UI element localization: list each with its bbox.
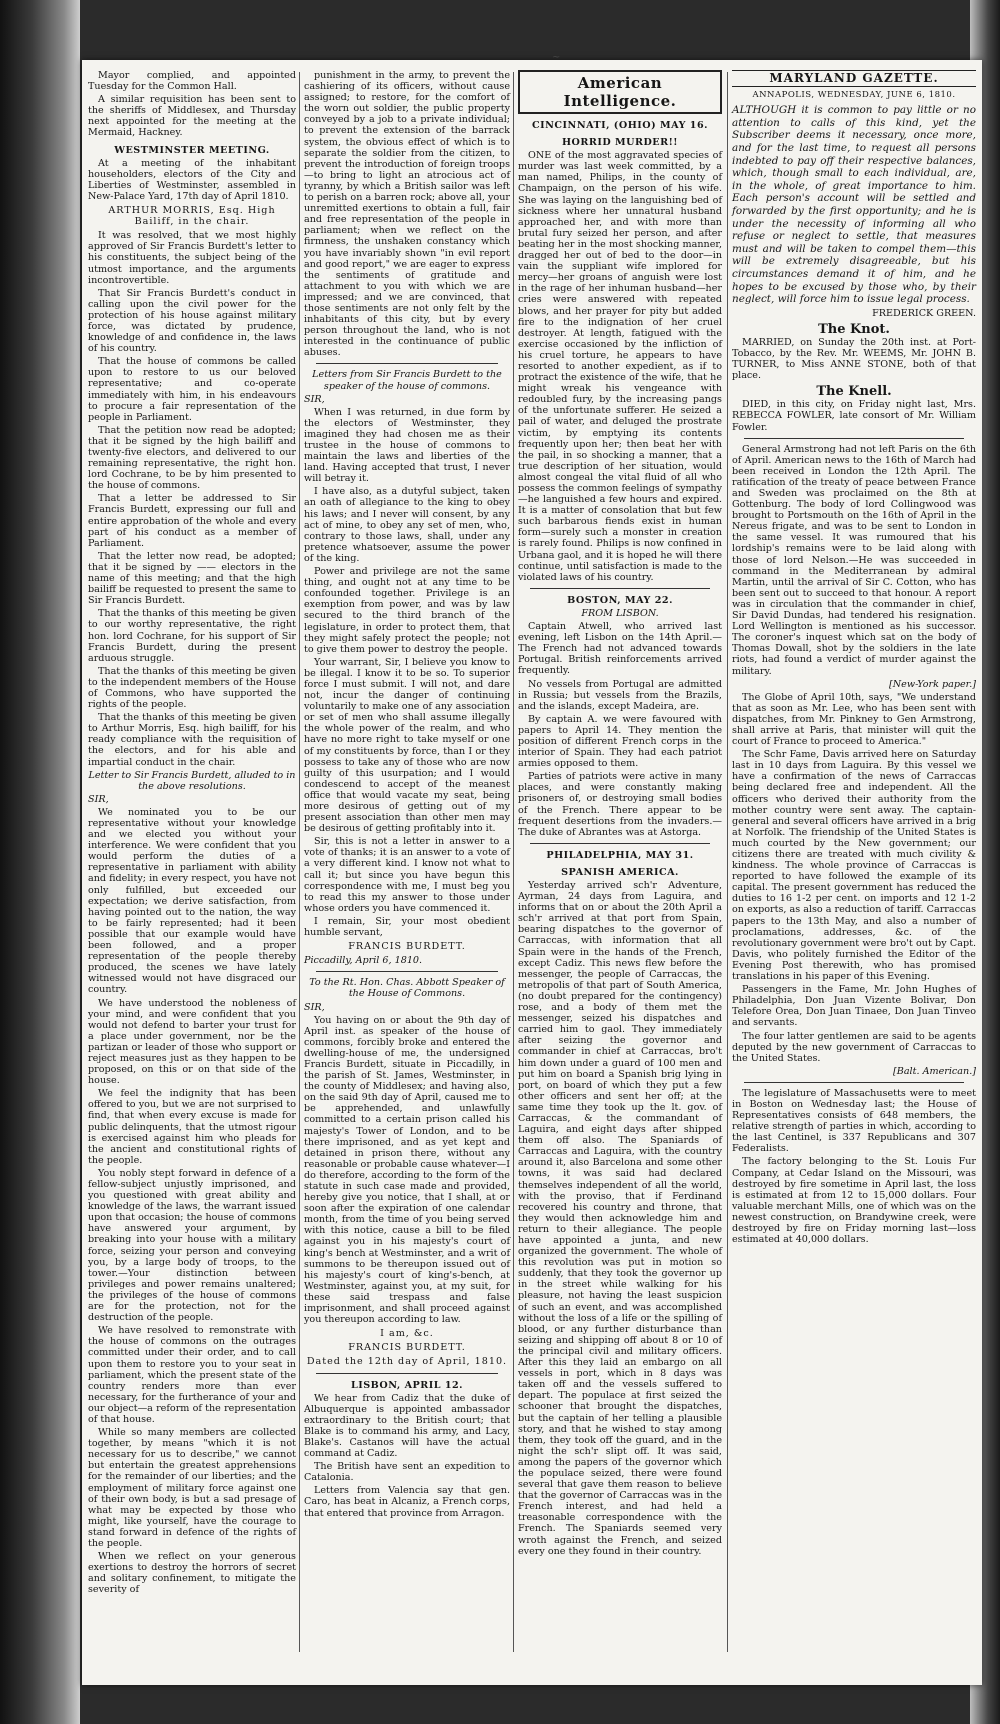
divider: [316, 971, 498, 972]
paragraph: ONE of the most aggravated species of murder was last week committed, by a man named, Philips, in the county of Champaign, on the person of his wife. She was laying on the languishing bed of sickness where her unnatural husband approached her, and with more than brutal fury seized her person, and after beating her in the most shocking manner, dragged her out of bed to the door—in vain the suppliant wife implored for mercy—her groans of anguish were lost in the rage of her inhuman husband—her cries were answered with repeated blows, and her prayer for pity but added fire to the indignation of her cruel destroyer. At length, fatigued with the exercise occasioned by the infliction of his cruel torture, he appears to have resorted to another expedient, as if to protract the existence of the wife, that he might wreak his vengeance with redoubled fury, by the increasing pangs of the unfortunate sufferer. He seized a pail of water, and deluged the prostrate victim, by emptying its contents frequently upon her; then beat her with the pail, in so shocking a manner, that a true description of her situation, would almost congeal the vital fluid of all who possess the common feelings of sympathy—he languished a few hours and expired. It is a matter of consolation that but few such barbarous fiends exist in human form—surely such a monster in creation is rarely found. Philips is now confined in Urbana gaol, and it is hoped he will there continue, until satisfaction is made to the violated laws of his country.: [518, 150, 722, 583]
divider: [316, 363, 498, 364]
divider: [530, 588, 710, 589]
headline: SPANISH AMERICA.: [561, 866, 679, 878]
signature: FRANCIS BURDETT.: [348, 941, 466, 953]
section-heading: The Knot.: [818, 321, 890, 337]
column-3: [518, 70, 722, 1559]
paragraph: The four latter gentlemen are said to be agents deputed by the new government of Carraccas to the United States.: [732, 1030, 976, 1064]
dateline: Dated the 12th day of April, 1810.: [306, 1356, 508, 1368]
resolution: That the house of commons be called upon to restore to us our beloved representative; and co-operate immediately with him, in his endeavours to procure a fair representation of the people in Parliament.: [88, 356, 296, 423]
paragraph: At a meeting of the inhabitant householders, electors of the City and Liberties of Westminster, assembled in New-Palace Yard, 17th day of April 1810.: [88, 157, 296, 202]
section-heading: The Knell.: [816, 384, 892, 400]
salutation: SIR,: [304, 393, 325, 405]
paragraph: When we reflect on your generous exertions to destroy the horrors of secret and solitary confinement, to mitigate the severity of: [88, 1551, 296, 1596]
scan-margin-left: [0, 0, 80, 1724]
paragraph: We nominated you to be our representative without your knowledge and we elected you without your interference. We were confident that you would perform the duties of a representative in parliament with ability and fidelity; in every respect, you have not only fulfilled, but exceeded our expectation; we derive satisfaction, from having pointed out to the nation, the way to be fairly represented; had it been possible that our example would have been followed, and a proper representation of the people thereby produced, the scenes we have lately witnessed would not have disgraced our country.: [88, 806, 296, 996]
salutation: SIR,: [304, 1001, 325, 1013]
resolution: That the thanks of this meeting be given to the independent members of the House of Commons, who have supported the rights of the people.: [88, 665, 296, 711]
letter-heading: Letters from Sir Francis Burdett to the speaker of the house of commons.: [312, 369, 502, 392]
masthead-dateline: ANNAPOLIS, WEDNESDAY, JUNE 6, 1810.: [752, 90, 956, 101]
headline: WESTMINSTER MEETING.: [114, 144, 270, 156]
paragraph: While so many members are collected together, by means "which it is not necessary for us to describe," we cannot but entertain the greatest apprehensions for the remainder of our liberties; and the employment of military force against one of their own body, is but a sad presage of what may be expected by those who might, like yourself, have the courage to stand forward in defence of the rights of the people.: [88, 1427, 296, 1549]
paragraph: DIED, in this city, on Friday night last, Mrs. REBECCA FOWLER, late consort of Mr. William Fowler.: [732, 399, 976, 433]
masthead: MARYLAND GAZETTE.: [732, 70, 976, 87]
salutation: SIR,: [88, 793, 109, 805]
paragraph: You having on or about the 9th day of April inst. as speaker of the house of commons, forcibly broke and entered the dwelling-house of me, the undersigned Francis Burdett, situate in Piccadilly, in the parish of St. James, Westminster, in the county of Middlesex; and having also, on the said 9th day of April, caused me to be apprehended, and unlawfully committed to a certain prison called his majesty's Tower of London, and to be there imprisoned, and as yet kept and detained in prison there, without any reasonable or probable cause whatever—I do therefore, according to the form of the statute in such case made and provided, hereby give you notice, that I shall, at or soon after the expiration of one calendar month, from the time of you being served with this notice, cause a bill to be filed against you in his majesty's court of king's bench at Westminster, and a writ of summons to be thereupon issued out of his majesty's court of king's-bench, at Westminster, against you, at my suit, for these said trespass and false imprisonment, and shall proceed against you thereupon according to law.: [304, 1014, 510, 1326]
source-credit: [New-York paper.]: [889, 678, 976, 690]
headline: FROM LISBON.: [581, 607, 659, 619]
divider: [744, 1082, 964, 1083]
divider: [744, 438, 964, 439]
column-rule: [727, 72, 728, 1652]
column-1: [88, 70, 296, 1597]
paragraph: The Globe of April 10th, says, "We understand that as soon as Mr. Lee, who has been sent with dispatches, from Mr. Pinkney to Gen Armstrong, shall arrive at Paris, that minister will quit the court of France to proceed to America.": [732, 691, 976, 748]
letter-heading: To the Rt. Hon. Chas. Abbott Speaker of the House of Commons.: [309, 977, 505, 1000]
paragraph: We have understood the nobleness of your mind, and were confident that you would not defend to barter your trust for a place under government, nor be the partizan or leader of those who support or reject measures just as they happen to be proposed, on this or on that side of the house.: [88, 997, 296, 1087]
paragraph: You nobly stept forward in defence of a fellow-subject unjustly imprisoned, and you questioned with great ability and knowledge of the laws, the warrant issued upon that occasion; the house of commons have answered your argument, by breaking into your house with a military force, seizing your person and conveying you, by a large body of troops, to the tower.—Your distinction between privileges and power remains unaltered; the privileges of the house of commons are for the protection, not for the destruction of the people.: [88, 1167, 296, 1324]
resolution: That the thanks of this meeting be given to our worthy representative, the right hon. lord Cochrane, for his support of Sir Francis Burdett, during the present arduous struggle.: [88, 608, 296, 664]
paragraph: The legislature of Massachusetts were to meet in Boston on Wednesday last; the House of Representatives consists of 648 members, the relative strength of parties in which, according to the last Centinel, is 337 Republicans and 307 Federalists.: [732, 1087, 976, 1155]
paragraph: Passengers in the Fame, Mr. John Hughes of Philadelphia, Don Juan Vizente Bolivar, Don Telefore Orea, Don Juan Tinaee, Don Juan Tinveo and servants.: [732, 984, 976, 1029]
paragraph: Your warrant, Sir, I believe you know to be illegal. I know it to be so. To superior force I must submit. I will not, and dare not, incur the danger of continuing voluntarily to make one of any association or set of men who shall assume illegally the whole power of the realm, and who have no more right to take myself or one of my constituents by force, than I or they possess to take any of those who are now guilty of this usurpation; and I would condescend to accept of the meanest office that would vacate my seat, being more desirous of getting out of my present association than other men may be desirous of getting profitably into it.: [304, 656, 510, 835]
resolution: That the thanks of this meeting be given to Arthur Morris, Esq. high bailiff, for his ready compliance with the requisition of the electors, and for his able and impartial conduct in the chair.: [88, 712, 296, 768]
paragraph: Mayor complied, and appointed Tuesday for the Common Hall.: [88, 70, 296, 93]
paragraph: Letters from Valencia say that gen. Caro, has beat in Alcaniz, a French corps, that entered that province from Arragon.: [304, 1485, 510, 1519]
resolution: That the petition now read be adopted; that it be signed by the high bailiff and twenty-five electors, and delivered to our remaining representative, the right hon. lord Cochrane, to be by him presented to the house of commons.: [88, 424, 296, 492]
paragraph: I have also, as a dutyful subject, taken an oath of allegiance to the king to obey his laws; and I never will consent, by any act of mine, to obey any set of men, who, contrary to those laws, shall, under any pretence whatsoever, assume the power of the king.: [304, 486, 510, 564]
divider: [530, 843, 710, 844]
closing: I am, &c.: [380, 1328, 434, 1340]
letter-heading: Letter to Sir Francis Burdett, alluded to in the above resolutions.: [88, 769, 296, 792]
dateline: Piccadilly, April 6, 1810.: [304, 955, 423, 967]
paragraph: General Armstrong had not left Paris on the 6th of April. American news to the 16th of March had been received in London the 12th April. The ratification of the treaty of peace between France and Sweden was proclaimed on the 8th at Gottenburg. The body of lord Collingwood was brought to Portsmouth on the 16th of April in the Nereus frigate, and was to be sent to London in the same vessel. It was rumoured that his lordship's remains were to be laid along with those of lord Nelson.—He was succeeded in command in the Mediterranean by admiral Martin, until the arrival of Sir C. Cotton, who has been sent out to succeed to that honour. A report was in circulation that the commander in chief, Sir David Dundas, had tendered his resignation. Lord Wellington is mentioned as his successor. The coroner's inquest which sat on the body of Thomas Dowall, shot by the soldiers in the late riots, had found a verdict of murder against the military.: [732, 443, 976, 677]
column-rule: [513, 72, 514, 1652]
paragraph: The Schr Fame, Davis arrived here on Saturday last in 10 days from Laguira. By this vessel we have a confirmation of the news of Carraccas being declared free and independent. All the officers who derived their authority from the mother country were sent away. The captain-general and several officers have arrived in a brig at Norfolk. The friendship of the United States is much courted by the New government; our citizens there are treated with much civility & kindness. The whole province of Carraccas is reported to have followed the example of its capital. The present government has reduced the duties to 16 1-2 per cent. on imports and 12 1-2 on exports, as also a reduction of tariff. Carraccas papers to the 13th May, and also a number of proclamations, addresses, &c. of the revolutionary government were bro't out by Capt. Davis, who politely furnished the Editor of the Evening Post therewith, who has promised translations in his paper of this Evening.: [732, 749, 976, 983]
page-marker: ~: [552, 52, 561, 63]
section-banner: American Intelligence.: [518, 70, 722, 114]
paragraph: Power and privilege are not the same thing, and ought not at any time to be confounded together. Privilege is an exemption from power, and was by law secured to the third branch of the legislature, in order to protect them, that they might safely protect the people; not to give them power to destroy the people.: [304, 566, 510, 655]
resolution: It was resolved, that we most highly approved of Sir Francis Burdett's letter to his constituents, the subject being of the utmost importance, and the arguments incontrovertible.: [88, 230, 296, 286]
paragraph: Parties of patriots were active in many places, and were constantly making prisoners of, or destroying small bodies of the French. There appear to be frequent desertions from the invaders.—The duke of Abrantes was at Astorga.: [518, 771, 722, 838]
paragraph: punishment in the army, to prevent the cashiering of its officers, without cause assigned; to restore, for the comfort of the worn out soldier, the public property conveyed by a job to a private individual; to prevent the extension of the barrack system, the obvious effect of which is to separate the soldier from the citizen, to prevent the introduction of foreign troops—to bring to light an atrocious act of tyranny, by which a British sailor was left to perish on a barren rock; above all, your unremitted exertions to obtain a full, fair and free representation of the people in parliament; when we reflect on the firmness, the unshaken constancy which you have invariably shown "in evil report and good report," we are eager to express the sentiments of gratitude and attachment to you with which we are impressed; and we are convinced, that those sentiments are not only felt by the inhabitants of this city, but by every person throughout the land, who is not interested in the continuance of public abuses.: [304, 70, 510, 359]
column-4: [732, 70, 976, 1247]
paragraph: Sir, this is not a letter in answer to a vote of thanks; it is an answer to a vote of a very different kind. I know not what to call it; but since you have begun this correspondence with me, I must beg you to read this my answer to those under whose orders you have commenced it.: [304, 836, 510, 914]
paragraph: We hear from Cadiz that the duke of Albuquerque is appointed ambassador extraordinary to the British court; that Blake is to command his army, and Lacy, Blake's. Castanos will have the actual command at Cadiz.: [304, 1392, 510, 1460]
source-credit: [Balt. American.]: [893, 1065, 976, 1077]
paragraph: I remain, Sir, your most obedient humble servant,: [304, 915, 510, 939]
paragraph: The British have sent an expedition to Catalonia.: [304, 1461, 510, 1484]
notice: ALTHOUGH it is common to pay little or no attention to calls of this kind, yet the Subscriber deems it necessary, once more, and for the last time, to request all persons indebted to pay off their respective balances, which, though small to each individual, are, in the whole, of great importance to him. Each person's account will be settled and forwarded by the first opportunity; and he is under the necessity of informing all who refuse or neglect to settle, that measures must and will be taken to compel them—this will be extremely disagreeable, but his circumstances demand it of him, and he hopes to be excused by those who, by their neglect, will force him to issue legal process.: [732, 104, 976, 306]
resolution: That the letter now read, be adopted; that it be signed by —— electors in the name of this meeting; and that the high bailiff be requested to present the same to Sir Francis Burdett.: [88, 550, 296, 607]
paragraph: The factory belonging to the St. Louis Fur Company, at Cedar Island on the Missouri, was destroyed by fire sometime in April last, the loss is estimated at from 12 to 15,000 dollars. Four valuable merchant Mills, one of which was on the newest construction, on Brandywine creek, were destroyed by fire on Friday morning last—loss estimated at 40,000 dollars.: [732, 1156, 976, 1246]
resolution: That Sir Francis Burdett's conduct in calling upon the civil power for the protection of his house against military force, was dictated by prudence, knowledge of and confidence in, the laws of his country.: [88, 287, 296, 355]
dateline-heading: PHILADELPHIA, MAY 31.: [546, 849, 694, 861]
paragraph: A similar requisition has been sent to the sheriffs of Middlesex, and Thursday next appointed for the meeting at the Mermaid, Hackney.: [88, 94, 296, 139]
column-rule: [299, 72, 300, 1652]
paragraph: By captain A. we were favoured with papers to April 14. They mention the position of different French corps in the interior of Spain. They had each patriot armies opposed to them.: [518, 713, 722, 770]
divider: [316, 1373, 498, 1374]
paragraph: When I was returned, in due form by the electors of Westminster, they imagined they had chosen me as their trustee in the house of commons to maintain the laws and liberties of the land. Having accepted that trust, I never will betray it.: [304, 406, 510, 485]
dateline-heading: CINCINNATI, (OHIO) MAY 16.: [532, 120, 708, 131]
dateline-heading: BOSTON, MAY 22.: [567, 594, 673, 606]
headline: HORRID MURDER!!: [561, 137, 678, 149]
signature: FREDERICK GREEN.: [872, 307, 976, 319]
paragraph: No vessels from Portugal are admitted in Russia; but vessels from the Brazils, and the islands, except Madeira, are.: [518, 678, 722, 712]
paragraph: Yesterday arrived sch'r Adventure, Ayrman, 24 days from Laguira, and informs that on or about the 20th April a sch'r arrived at that port from Spain, bearing dispatches to the governor of Carraccas, with information that all Spain were in the hands of the French, except Cadiz. This news flew before the messenger, the people of Carraccas, the metropolis of that part of South America, (no doubt prepared for the contingency) rose, and a body of them met the messenger, seized his dispatches and carried him to gaol. They immediately after seizing the governor and commander in chief at Carraccas, bro't him down under a guard of 100 men and put him on board a Spanish brig lying in port, on board of which they put a few other officers and sent her off; at the same time they took up the lt. gov. of Carraccas, & the commandant of Laguira, and eight days after shipped them off also. The Spaniards of Carraccas and Laguira, with the country around it, also Barcelona and some other towns, it was said had declared themselves independent of all the world, with the proviso, that if Ferdinand recovered his country and throne, that they would then acknowledge him and return to their allegiance. The people have appointed a junta, and new organized the government. The whole of this revolution was put in motion so suddenly, that they took the governor up in the street while walking for his pleasure, not having the least suspicion of such an event, and was accomplished without the loss of a life or the spilling of blood, or any further disturbance than seizing and shipping off about 8 or 10 of the principal civil and military officers. After this they laid an embargo on all vessels in port, which in 8 days was taken off and the vessels suffered to depart. The populace at first seized the schooner that brought the dispatches, but the captain of her telling a plausible story, and that he wished to stay among them, they took off the guard, and in the night the sch'r slipt off. It was said, among the papers of the governor which the populace seized, there were found several that gave them reason to believe that the governor of Carraccas was in the French interest, and had held a treasonable correspondence with the French. The Spaniards seemed very wroth against the French, and seized every one they found in their country.: [518, 880, 722, 1557]
newspaper-page: [82, 52, 982, 1685]
column-2: [304, 70, 510, 1521]
paragraph: MARRIED, on Sunday the 20th inst. at Port-Tobacco, by the Rev. Mr. WEEMS, Mr. JOHN B. TURNER, to Miss ANNE STONE, both of that place.: [732, 336, 976, 382]
resolution: That a letter be addressed to Sir Francis Burdett, expressing our full and entire approbation of the whole and every part of his conduct as a member of Parliament.: [88, 493, 296, 549]
dateline-heading: LISBON, APRIL 12.: [350, 1379, 464, 1391]
paragraph: We have resolved to remonstrate with the house of commons on the outrages committed under their order, and to call upon them to restore you to your seat in parliament, which the present state of the country renders more than ever necessary, for the furtherance of your and our object—a reform of the representation of that house.: [88, 1325, 296, 1425]
chair-line: ARTHUR MORRIS, Esq. High Bailiff, in the chair.: [108, 205, 276, 228]
paragraph: We feel the indignity that has been offered to you, but we are not surprised to find, that when every excuse is made for public delinquents, that the utmost rigour is exercised against him who pleads for the ancient and constitutional rights of the people.: [88, 1088, 296, 1166]
paragraph: Captain Atwell, who arrived last evening, left Lisbon on the 14th April.—The French had not advanced towards Portugal. British reinforcements arrived frequently.: [518, 621, 722, 677]
signature: FRANCIS BURDETT.: [348, 1342, 466, 1354]
